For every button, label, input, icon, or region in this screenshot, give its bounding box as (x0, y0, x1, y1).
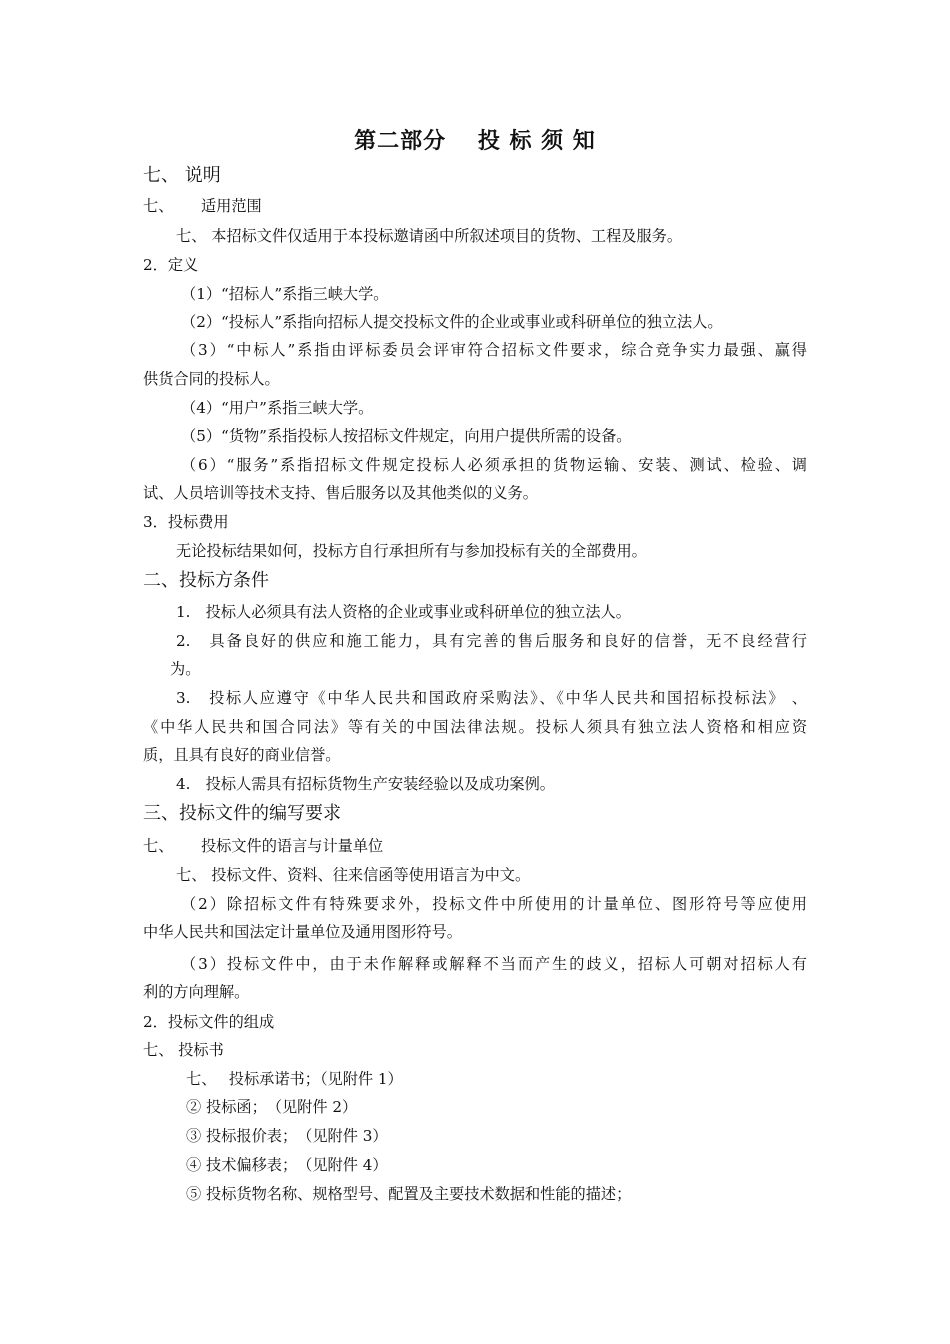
paragraph-line: 利的方向理解。 (143, 983, 250, 1001)
paragraph-line: 无论投标结果如何，投标方自行承担所有与参加投标有关的全部费用。 (176, 542, 647, 560)
paragraph-line: 供货合同的投标人。 (143, 370, 280, 388)
page-title: 第二部分 投 标 须 知 (354, 129, 596, 154)
subsection-heading-fees: 3．投标费用 (143, 513, 229, 531)
definition-item: （2）“投标人”系指向招标人提交投标文件的企业或事业或科研单位的独立法人。 (181, 313, 723, 331)
subsection-heading-bid-book: 七、 投标书 (143, 1041, 224, 1059)
section-heading-bidder-conditions: 二、投标方条件 (143, 570, 269, 591)
subsection-heading-definitions: 2．定义 (143, 256, 199, 274)
paragraph-line: 《中华人民共和国合同法》等有关的中国法律法规。投标人须具有独立法人资格和相应资 (143, 718, 807, 736)
definition-item: （4）“用户”系指三峡大学。 (181, 399, 374, 417)
paragraph-line: 质，且具有良好的商业信誉。 (143, 746, 341, 764)
definition-item: （5）“货物”系指投标人按招标文件规定，向用户提供所需的设备。 (181, 427, 632, 445)
list-item: 七、 投标承诺书；（见附件 1） (186, 1070, 403, 1088)
definition-item: （1）“招标人”系指三峡大学。 (181, 285, 389, 303)
section-heading-explanation: 七、 说明 (143, 165, 221, 186)
paragraph-line: 七、 投标文件、资料、往来信函等使用语言为中文。 (176, 866, 531, 884)
definition-item: （3）“中标人”系指由评标委员会评审符合招标文件要求，综合竞争实力最强、赢得 (181, 341, 807, 359)
subsection-heading-language: 七、 投标文件的语言与计量单位 (143, 837, 384, 855)
subsection-heading-composition: 2．投标文件的组成 (143, 1013, 275, 1031)
paragraph-line: 七、 本招标文件仅适用于本投标邀请函中所叙述项目的货物、工程及服务。 (176, 227, 683, 245)
section-heading-document-requirements: 三、投标文件的编写要求 (143, 803, 341, 824)
requirement-item: （3）投标文件中，由于未作解释或解释不当而产生的歧义，招标人可朝对招标人有 (181, 955, 807, 973)
paragraph-line: 为。 (170, 660, 201, 678)
subsection-heading-scope: 七、 适用范围 (143, 197, 262, 215)
paragraph-line: 中华人民共和国法定计量单位及通用图形符号。 (143, 923, 462, 941)
list-item: ③ 投标报价表； （见附件 3） (186, 1127, 388, 1145)
paragraph-line: 试、人员培训等技术支持、售后服务以及其他类似的义务。 (143, 484, 538, 502)
definition-item: （6）“服务”系指招标文件规定投标人必须承担的货物运输、安装、测试、检验、调 (181, 456, 807, 474)
list-item: ② 投标函； （见附件 2） (186, 1098, 358, 1116)
requirement-item: （2）除招标文件有特殊要求外，投标文件中所使用的计量单位、图形符号等应使用 (181, 895, 807, 913)
condition-item: 3. 投标人应遵守《中华人民共和国政府采购法》、《中华人民共和国招标投标法》 、 (176, 689, 807, 707)
condition-item: 1. 投标人必须具有法人资格的企业或事业或科研单位的独立法人。 (176, 603, 631, 621)
condition-item: 2. 具备良好的供应和施工能力，具有完善的售后服务和良好的信誉，无不良经营行 (176, 632, 807, 650)
list-item: ⑤ 投标货物名称、规格型号、配置及主要技术数据和性能的描述； (186, 1185, 632, 1203)
condition-item: 4. 投标人需具有招标货物生产安装经验以及成功案例。 (176, 775, 555, 793)
list-item: ④ 技术偏移表； （见附件 4） (186, 1156, 388, 1174)
